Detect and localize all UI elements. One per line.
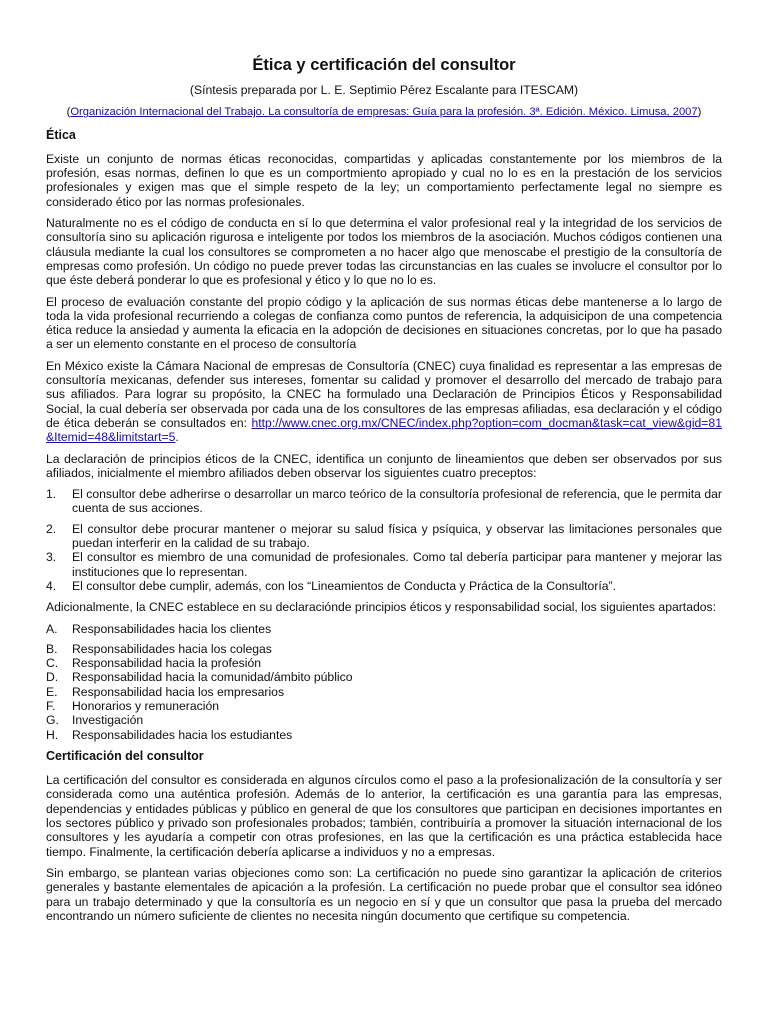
list-item bbox=[46, 656, 722, 670]
list-marker: G. bbox=[46, 713, 59, 728]
list-item-text: Responsabilidad hacia los empresarios bbox=[72, 684, 285, 699]
reference-line bbox=[46, 105, 722, 119]
cnec-paragraph-end: . bbox=[175, 430, 179, 445]
list-marker: 1. bbox=[46, 487, 57, 502]
list-item-text: El consultor debe procurar mantener o mejorar su salud física y psíquica, y observar las limitaciones personales que puedan interferir en la calidad de su trabajo. bbox=[72, 521, 722, 551]
list-item-text: El consultor debe cumplir, además, con los “Lineamientos de Conducta y Práctica de la Consultoría”. bbox=[72, 578, 616, 593]
list-item bbox=[46, 670, 722, 684]
document-subtitle: (Síntesis preparada por L. E. Septimio Pérez Escalante para ITESCAM) bbox=[189, 83, 579, 97]
list-item-text: Investigación bbox=[72, 713, 144, 728]
certificacion-heading: Certificación del consultor bbox=[46, 748, 204, 763]
list-marker: 4. bbox=[46, 578, 57, 593]
list-item bbox=[46, 713, 722, 727]
list-item-text: Responsabilidad hacia la comunidad/ámbito público bbox=[72, 670, 353, 685]
certificacion-paragraph-1: La certificación del consultor es considerada en algunos círculos como el paso a la profesionalización de la consultoría y ser considerada como una auténtica profesión. Además de lo anterior, la certificación es una garantía para las empresas, dependencias y entidades públicas y público en general de que los consultores que participan en decisiones importantes en los sectores público y privado son profesionales probados; también, contribuiría a promover la situación internacional de los consultores y les ayudaría a competir con otras profesiones, en las que la certificación es una práctica establecida hace tiempo. Finalmente, la certificación debería aplicarse a individuos y no a empresas. bbox=[46, 773, 722, 859]
list-marker: B. bbox=[46, 641, 58, 656]
list-item bbox=[46, 622, 722, 636]
list-item bbox=[46, 642, 722, 656]
etica-paragraph-6: Adicionalmente, la CNEC establece en su declaraciónde principios éticos y responsabilidad social, los siguientes apartados: bbox=[46, 600, 717, 615]
list-item bbox=[46, 699, 722, 713]
etica-heading: Ética bbox=[46, 127, 76, 142]
list-item bbox=[46, 579, 722, 593]
etica-paragraph-2: Naturalmente no es el código de conducta en sí lo que determina el valor profesional real y la integridad de los servicios de consultoría sino su aplicación rigurosa e inteligente por todos los miembros de la asociación. Muchos códigos contienen una cláusula mediante la cual los consultores se comprometen a no hacer algo que menoscabe el prestigio de la consultoría de empresas como profesión. Un código no puede prever todas las circunstancias en las cuales se involucre el consultor por lo que éste deberá ponderar lo que es profesional y ético y lo que no lo es. bbox=[46, 216, 722, 288]
list-marker: E. bbox=[46, 684, 58, 699]
list-item-text: Responsabilidades hacia los colegas bbox=[72, 641, 272, 656]
list-item-text: Honorarios y remuneración bbox=[72, 698, 219, 713]
etica-paragraph-5: La declaración de principios éticos de la CNEC, identifica un conjunto de lineamientos que deben ser observados por sus afiliados, inicialmente el miembro afiliados deben observar los siguientes cuatro preceptos: bbox=[46, 451, 722, 480]
list-marker: 3. bbox=[46, 550, 57, 565]
list-item bbox=[46, 550, 722, 579]
etica-paragraph-3: El proceso de evaluación constante del propio código y la aplicación de sus normas éticas debe mantenerse a lo largo de toda la vida profesional recurriendo a colegas de confianza como puntos de referencia, la adquisicipon de una competencia ética reduce la ansiedad y aumenta la eficacia en la adopción de decisiones en situaciones concretas, por lo que ha pasado a ser un elemento constante en el proceso de consultoría bbox=[46, 294, 722, 352]
cnec-paragraph-text: En México existe la Cámara Nacional de empresas de Consultoría (CNEC) cuya finalidad es representar a las empresas de consultoría mexicanas, defender sus intereses, fomentar su calidad y promover el desarrollo del mercado de trabajo para sus afiliados. Para lograr su propósito, la CNEC ha formulado una Declaración de Principios Éticos y Responsabilidad Social, la cual debería ser observada por cada una de los consultores de las empresas afiliadas, esa declaración y el código de ética deberán se consultados en: bbox=[46, 358, 722, 430]
list-marker: D. bbox=[46, 670, 59, 685]
list-marker: H. bbox=[46, 727, 59, 742]
precepts-list bbox=[46, 487, 722, 593]
etica-paragraph-4 bbox=[46, 359, 722, 445]
list-item bbox=[46, 522, 722, 551]
list-item-text: El consultor debe adherirse o desarrollar un marco teórico de la consultoría profesional de referencia, que le permita dar cuenta de sus acciones. bbox=[72, 487, 722, 516]
etica-paragraph-1: Existe un conjunto de normas éticas reconocidas, compartidas y aplicadas constantemente por los miembros de la profesión, esas normas, definen lo que es un comportmiento apropiado y cual no lo es en la prestación de los servicios profesionales y exigen mas que el simple respeto de la ley; un comportamiento perfectamente legal no siempre es considerado ético por las normas profesionales. bbox=[46, 151, 722, 209]
list-item bbox=[46, 728, 722, 742]
sections-list bbox=[46, 622, 722, 742]
document-title: Ética y certificación del consultor bbox=[252, 56, 516, 74]
list-item bbox=[46, 685, 722, 699]
list-item bbox=[46, 487, 722, 516]
reference-link[interactable]: Organización Internacional del Trabajo. La consultoría de empresas: Guía para la profesión. 3ª. Edición. México. Limusa, 2007 bbox=[70, 106, 698, 119]
list-item-text: Responsabilidades hacia los estudiantes bbox=[72, 727, 293, 742]
reference-open-paren: ( bbox=[66, 106, 71, 119]
list-marker: C. bbox=[46, 656, 59, 671]
cnec-link[interactable]: http://www.cnec.org.mx/CNEC/index.php?option=com_docman&task=cat_view&gid=81&Itemid=48&limitstart=5 bbox=[46, 415, 722, 445]
reference-close-paren: ) bbox=[697, 106, 702, 119]
list-marker: F. bbox=[46, 698, 56, 713]
list-item-text: Responsabilidades hacia los clientes bbox=[72, 621, 272, 636]
certificacion-paragraph-2: Sin embargo, se plantean varias objeciones como son: La certificación no puede sino garantizar la aplicación de criterios generales y bastante elementales de apicación a la profesión. La certificación no puede probar que el consultor sea idóneo para un trabajo determinado y que la consultoría es un negocio en sí y que un consultor que pasa la prueba del mercado encontrando un número suficiente de clientes no necesita ningún documento que certifique su competencia. bbox=[46, 865, 722, 923]
list-item-text: El consultor es miembro de una comunidad de profesionales. Como tal debería participar para mantener y mejorar las instituciones que lo representan. bbox=[72, 550, 722, 579]
list-marker: A. bbox=[46, 621, 58, 636]
list-item-text: Responsabilidad hacia la profesión bbox=[72, 656, 262, 671]
list-marker: 2. bbox=[46, 521, 57, 536]
